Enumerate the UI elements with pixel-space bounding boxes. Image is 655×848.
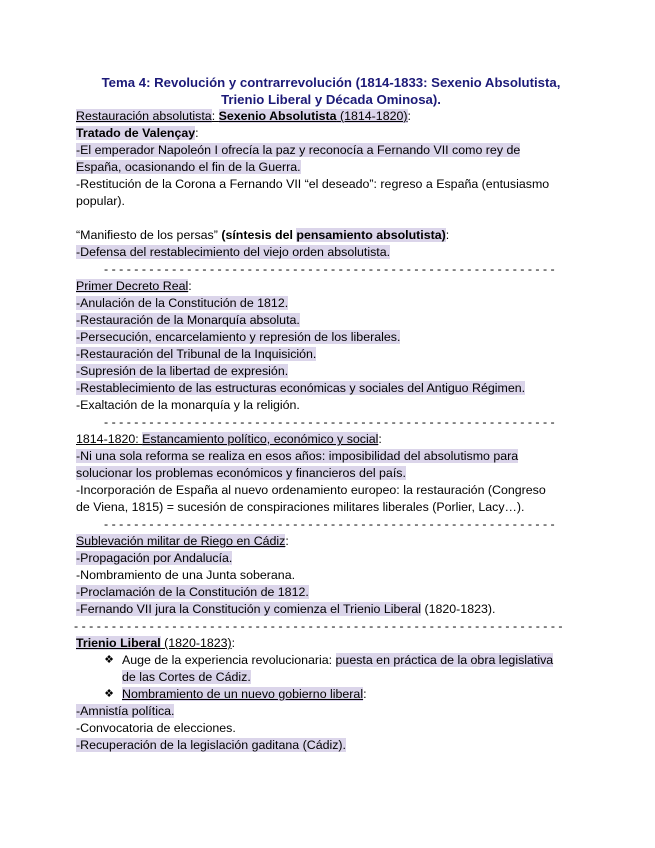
tratado-heading (76, 125, 586, 142)
trienio-label: Trienio Liberal (76, 636, 161, 650)
text-line: -Restitución de la Corona a Fernando VII “el deseado”: regreso a España (entusiasmo (76, 177, 550, 191)
list-item-text: -Restablecimiento de las estructuras económicas y sociales del Antiguo Régimen. (76, 381, 526, 395)
bullet-continuation (76, 669, 586, 686)
text-line (76, 142, 586, 159)
list-item (76, 703, 586, 720)
riego-colon: : (285, 534, 289, 548)
decreto-colon: : (188, 279, 192, 293)
text-span: -El emperador Napoleón I ofrecía la paz y reconocía a Fernando VII como rey de (76, 143, 521, 157)
estanc-dates: 1814-1820: (76, 432, 143, 446)
list-item (76, 312, 586, 329)
section-restauracion-heading (76, 108, 586, 125)
heading-text: Restauración absolutista (76, 109, 212, 123)
bullet-continuation-text: de las Cortes de Cádiz. (122, 670, 251, 684)
text-line (76, 448, 586, 465)
list-item-text: -Proclamación de la Constitución de 1812. (76, 585, 309, 599)
list-item (76, 295, 586, 312)
title-line-2: Trienio Liberal y Década Ominosa). (221, 92, 441, 107)
list-item (76, 363, 586, 380)
estanc-label: Estancamiento político, económico y social (142, 432, 379, 446)
list-item: -Nombramiento de una Junta soberana. (76, 568, 296, 582)
document-page (76, 74, 586, 754)
bullet-item (76, 652, 586, 669)
bullet-text (122, 686, 586, 703)
tratado-label: Tratado de Valençay (76, 126, 196, 140)
list-item (76, 601, 586, 618)
list-item (76, 380, 586, 397)
list-item (76, 346, 586, 363)
bullet-text-plain: Auge de la experiencia revolucionaria: (122, 653, 336, 667)
fernando-dates: (1820-1823). (421, 602, 496, 616)
trienio-dates: (1820-1823) (160, 636, 232, 650)
diamond-bullet-icon: ❖ (104, 654, 114, 666)
list-item: -Convocatoria de elecciones. (76, 721, 236, 735)
text-line: popular). (76, 194, 125, 208)
text-span: -Ni una sola reforma se realiza en esos años: imposibilidad del absolutismo para (76, 449, 519, 463)
heading-sep: : (211, 109, 219, 123)
manifiesto-title: “Manifiesto de los persas” (76, 228, 222, 242)
decreto-label: Primer Decreto Real (76, 279, 189, 293)
decreto-heading (76, 278, 586, 295)
heading-colon: : (407, 109, 411, 123)
text-line (76, 244, 586, 261)
fernando-text: -Fernando VII jura la Constitución y comienza el Trienio Liberal (76, 602, 422, 616)
heading-dates: (1814-1820) (336, 109, 408, 123)
estanc-colon: : (378, 432, 382, 446)
manifiesto-colon: : (445, 228, 450, 242)
list-item-text: -Amnistía política. (76, 704, 175, 718)
list-item-text: -Anulación de la Constitución de 1812. (76, 296, 289, 310)
list-item (76, 737, 586, 754)
riego-heading (76, 533, 586, 550)
text-span: solucionar los problemas económicos y financieros del país. (76, 466, 406, 480)
trienio-colon: : (231, 636, 236, 650)
list-item (76, 550, 586, 567)
bullet-item (76, 686, 586, 703)
text-line (76, 159, 586, 176)
dashed-separator-long: - - - - - - - - - - - - - - - - - - - - - - - - - - - - - - - - - - - - - - - - - - - - - - - - - - - - - - - - - - - - - - - - - (74, 619, 563, 633)
list-item (76, 584, 586, 601)
dashed-separator: - - - - - - - - - - - - - - - - - - - - - - - - - - - - - - - - - - - - - - - - - - - - - - - - - - - - - - - - - - - - (104, 517, 555, 531)
list-item-text: -Recuperación de la legislación gaditana (Cádiz). (76, 738, 346, 752)
list-item (76, 329, 586, 346)
text-line: de Viena, 1815) = sucesión de conspiraciones militares liberales (Porlier, Lacy…). (76, 500, 525, 514)
estancamiento-heading (76, 431, 586, 448)
diamond-bullet-icon: ❖ (104, 688, 114, 700)
trienio-heading (76, 635, 586, 652)
list-item: -Exaltación de la monarquía y la religión. (76, 398, 300, 412)
list-item-text: -Propagación por Andalucía. (76, 551, 233, 565)
blank-line (76, 210, 586, 227)
bullet-text (122, 652, 586, 669)
bullet-text-hl: puesta en práctica de la obra legislativa (335, 653, 554, 667)
list-item-text: -Supresión de la libertad de expresión. (76, 364, 289, 378)
heading-bold: Sexenio Absolutista (218, 109, 337, 123)
text-span: -Defensa del restablecimiento del viejo orden absolutista. (76, 245, 391, 259)
bullet-colon: : (363, 687, 367, 701)
list-item-text: -Restauración del Tribunal de la Inquisición. (76, 347, 317, 361)
manifiesto-bold-hl: pensamiento absolutista) (296, 228, 446, 242)
dashed-separator: - - - - - - - - - - - - - - - - - - - - - - - - - - - - - - - - - - - - - - - - - - - - - - - - - - - - - - - - - - - - (104, 415, 555, 429)
text-span: España, ocasionando el fin de la Guerra. (76, 160, 301, 174)
riego-label: Sublevación militar de Riego en Cádiz (76, 534, 286, 548)
title-line-1: Tema 4: Revolución y contrarrevolución (1814-1833: Sexenio Absolutista, (101, 75, 561, 90)
dashed-separator: - - - - - - - - - - - - - - - - - - - - - - - - - - - - - - - - - - - - - - - - - - - - - - - - - - - - - - - - - - - - (104, 262, 555, 276)
document-title (76, 74, 586, 108)
manifiesto-heading (76, 227, 586, 244)
bullet-text-hl: Nombramiento de un nuevo gobierno liberal (122, 687, 364, 701)
tratado-colon: : (195, 126, 199, 140)
list-item-text: -Persecución, encarcelamiento y represión de los liberales. (76, 330, 401, 344)
list-item-text: -Restauración de la Monarquía absoluta. (76, 313, 300, 327)
manifiesto-bold: (síntesis del (221, 228, 297, 242)
text-line: -Incorporación de España al nuevo ordenamiento europeo: la restauración (Congreso (76, 483, 546, 497)
text-line (76, 465, 586, 482)
